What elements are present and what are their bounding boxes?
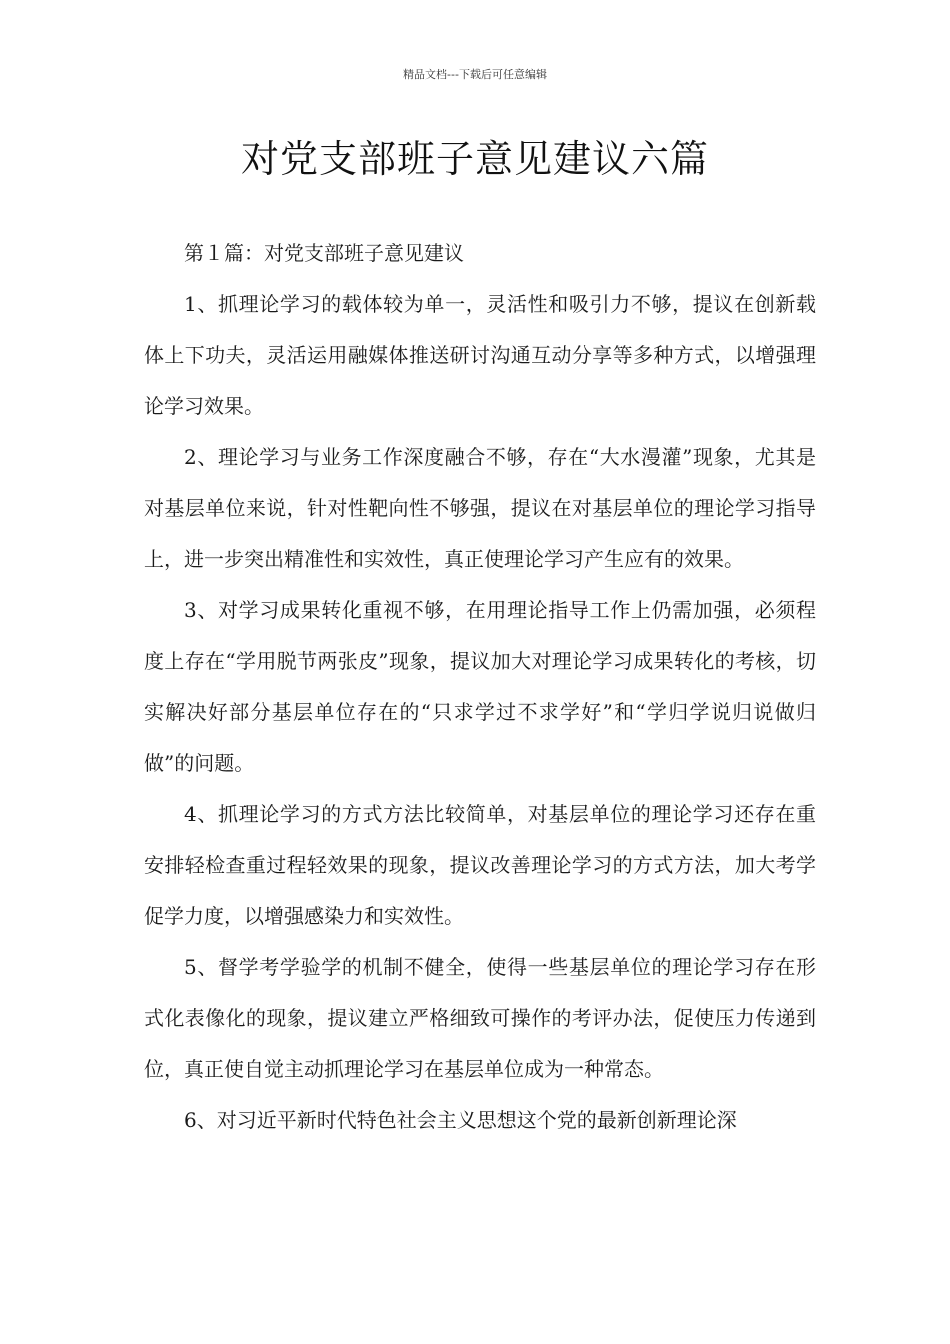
paragraph-2: 2、理论学习与业务工作深度融合不够，存在“大水漫灌”现象，尤其是对基层单位来说，针对性靶向性不够强，提议在对基层单位的理论学习指导上，进一步突出精准性和实效性，真正使理论学习产生应有的效果。: [144, 445, 816, 571]
paragraph-5: 5、督学考学验学的机制不健全，使得一些基层单位的理论学习存在形式化表像化的现象，提议建立严格细致可操作的考评办法，促使压力传递到位，真正使自觉主动抓理论学习在基层单位成为一种常态。: [144, 955, 816, 1081]
paragraph-6: 6、对习近平新时代特色社会主义思想这个党的最新创新理论深: [184, 1108, 737, 1132]
page-header: 精品文档---下载后可任意编辑: [403, 68, 547, 81]
paragraph-1: 1、抓理论学习的载体较为单一，灵活性和吸引力不够，提议在创新载体上下功夫，灵活运用融媒体推送研讨沟通互动分享等多种方式，以增强理论学习效果。: [144, 292, 816, 418]
document-title: 对党支部班子意见建议六篇: [240, 137, 709, 181]
document-body: [144, 228, 816, 1146]
paragraph-4: 4、抓理论学习的方式方法比较简单，对基层单位的理论学习还存在重安排轻检查重过程轻效果的现象，提议改善理论学习的方式方法，加大考学促学力度，以增强感染力和实效性。: [144, 802, 816, 928]
paragraph-3: 3、对学习成果转化重视不够，在用理论指导工作上仍需加强，必须程度上存在“学用脱节两张皮”现象，提议加大对理论学习成果转化的考核，切实解决好部分基层单位存在的“只求学过不求学好”和“学归学说归说做归做”的问题。: [144, 598, 816, 775]
section-heading: 第１篇：对党支部班子意见建议: [184, 241, 464, 265]
